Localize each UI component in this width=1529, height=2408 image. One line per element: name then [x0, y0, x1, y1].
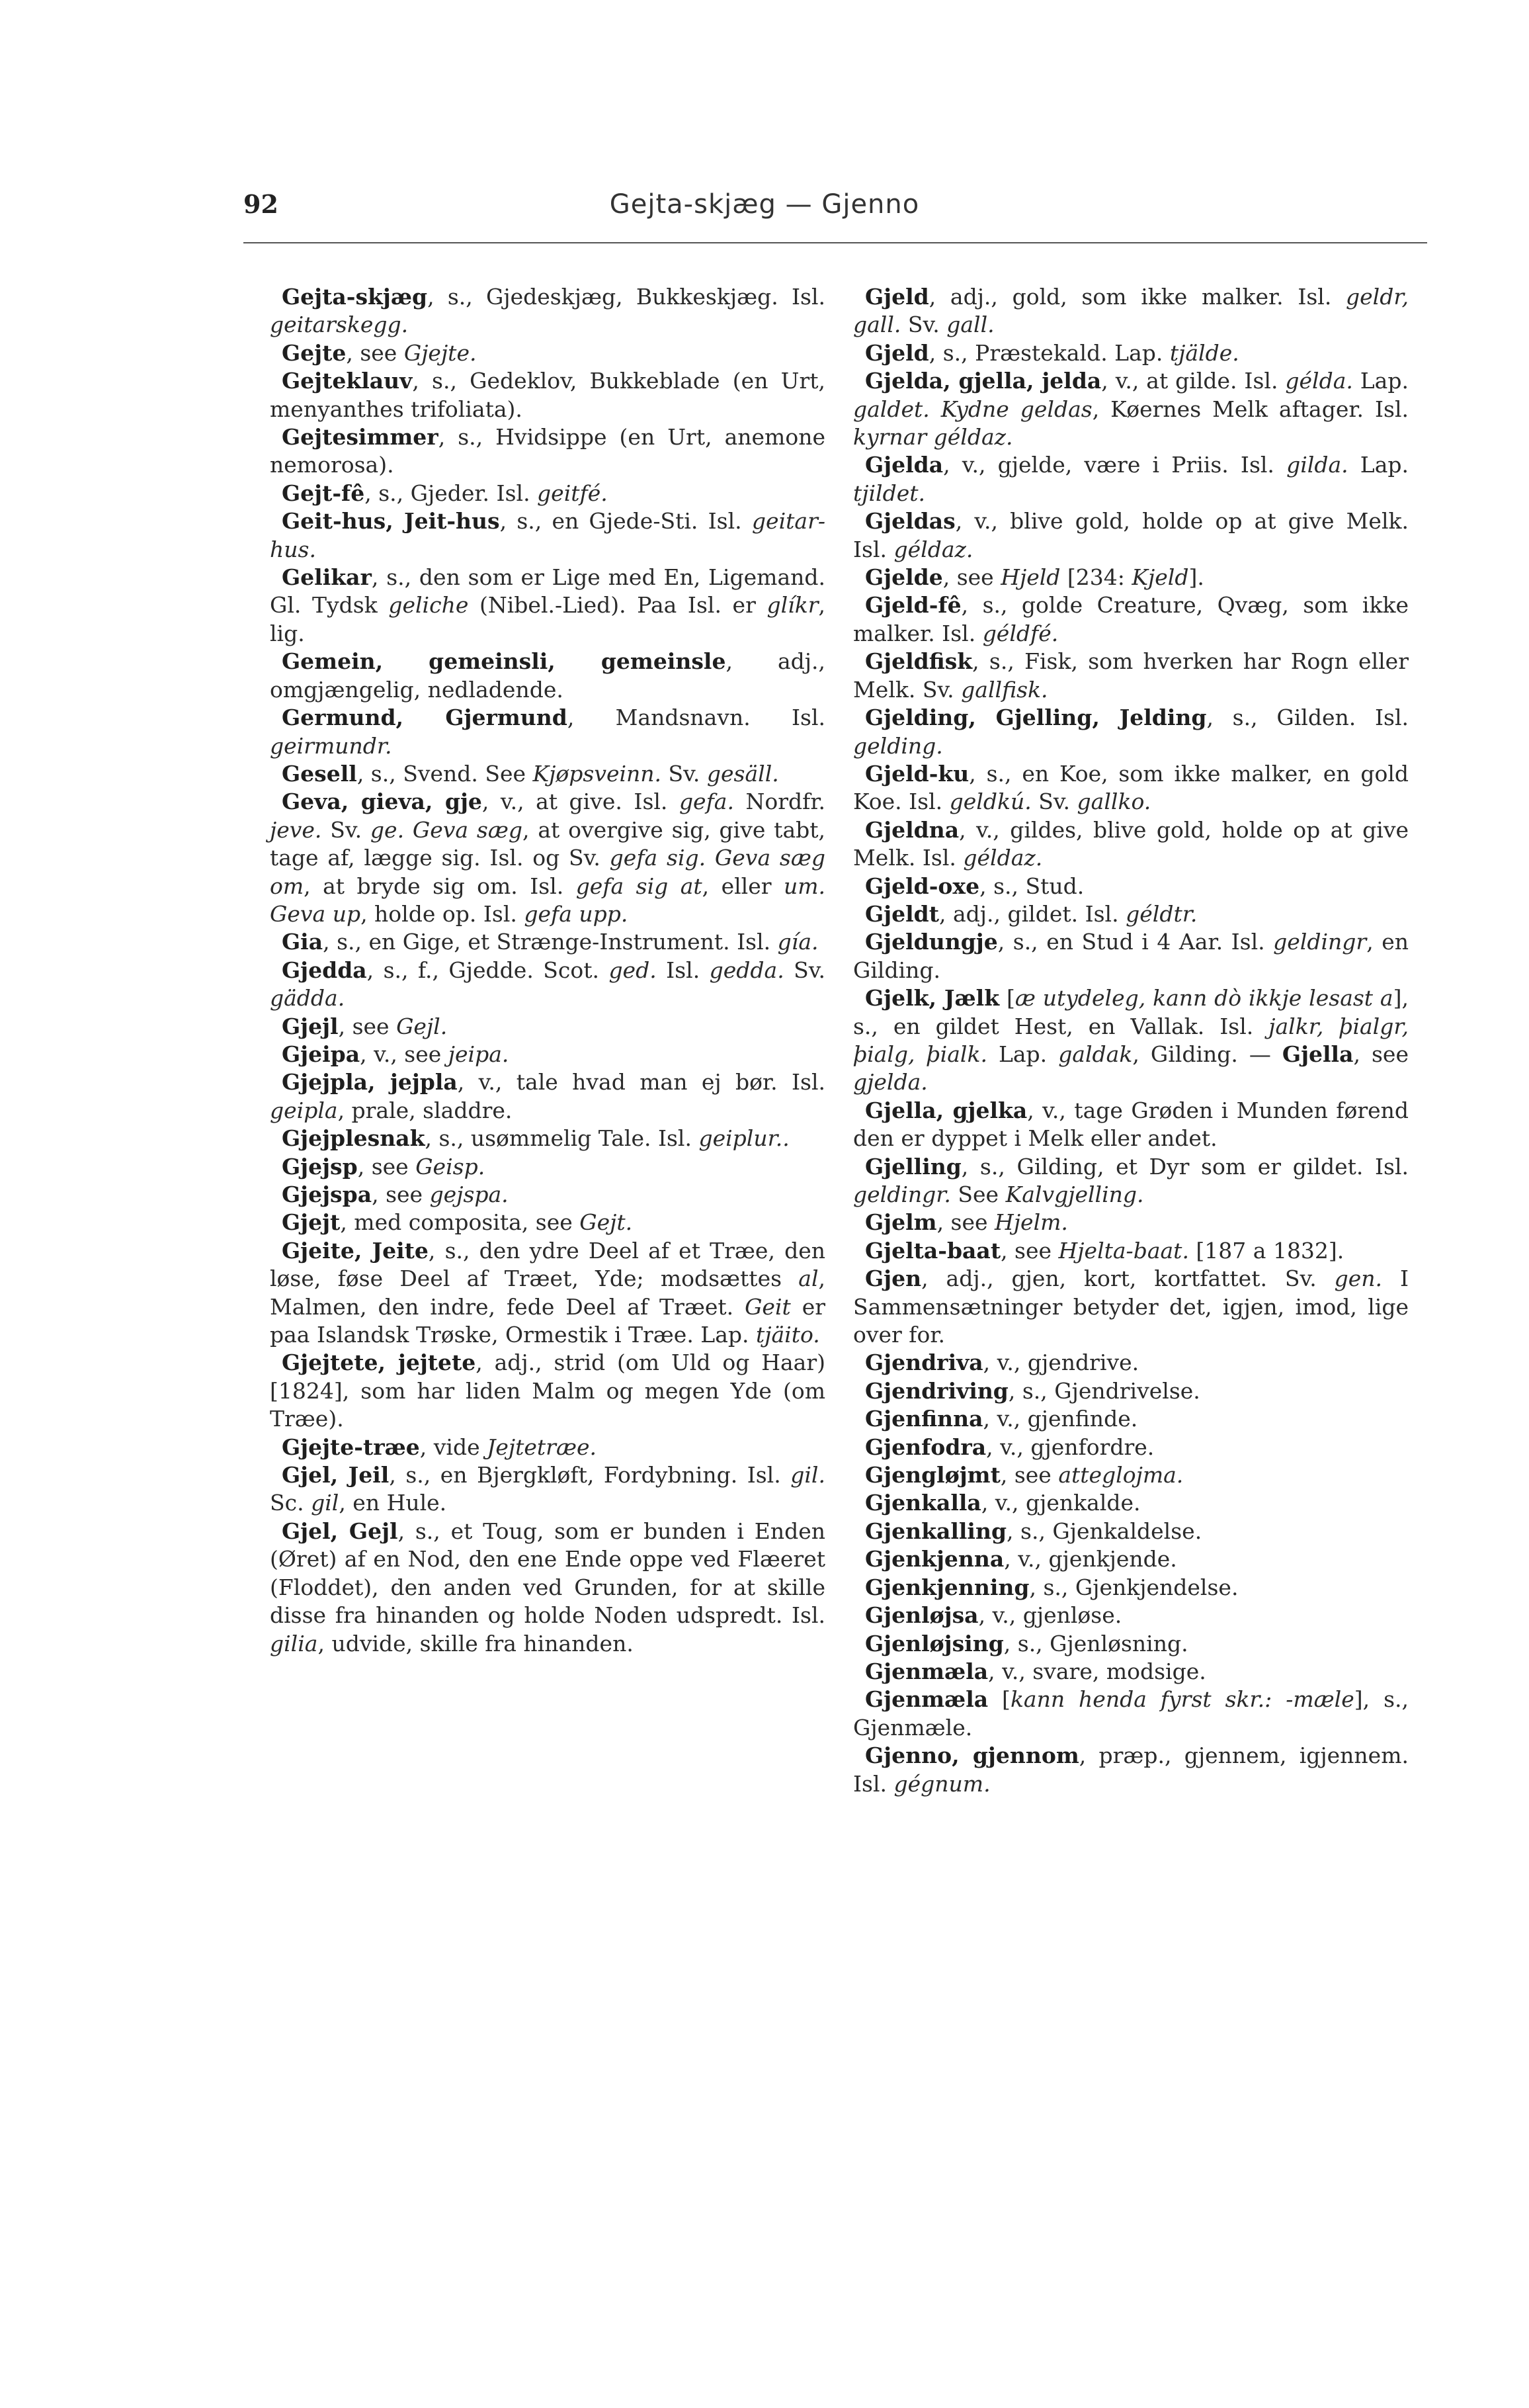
- definition-text: Sv.: [321, 816, 370, 843]
- definition-text: , lig.: [270, 592, 825, 646]
- italic-text: geldingr: [1273, 929, 1367, 955]
- italic-text: gesäll.: [706, 760, 779, 787]
- dictionary-entry: [853, 1630, 1409, 1658]
- dictionary-entry: [853, 1153, 1409, 1209]
- italic-text: Gejl.: [396, 1013, 448, 1039]
- definition-text: , s., Gjeder. Isl.: [364, 480, 538, 506]
- dictionary-entry: [270, 760, 825, 788]
- definition-text: , v., gjenløse.: [978, 1602, 1122, 1629]
- definition-text: , en Gilding.: [853, 929, 1409, 983]
- italic-text: geldingr.: [853, 1182, 951, 1207]
- headword: Gjella, gjelka: [865, 1097, 1028, 1123]
- definition-text: , holde op. Isl.: [360, 900, 524, 927]
- dictionary-entry: [853, 873, 1409, 900]
- dictionary-entry: [270, 1068, 825, 1125]
- headword: Gjel, Jeil: [282, 1462, 390, 1488]
- italic-text: gelding.: [853, 732, 943, 759]
- italic-text: galdak: [1058, 1041, 1133, 1067]
- definition-text: , s., Gjendrivelse.: [1008, 1377, 1200, 1404]
- definition-text: , s., Præstekald. Lap.: [929, 339, 1170, 366]
- dictionary-entry: [270, 564, 825, 648]
- definition-text: ], s., en gildet Hest, en Vallak. Isl.: [853, 985, 1409, 1039]
- italic-text: atteglojma.: [1058, 1462, 1184, 1488]
- definition-text: See: [950, 1182, 1006, 1207]
- headword: Gejteklauv: [282, 368, 413, 394]
- italic-text: geitarskegg.: [270, 312, 409, 338]
- dictionary-entry: [270, 480, 825, 507]
- headword: Gjenfodra: [865, 1434, 987, 1460]
- italic-text: kann henda fyrst skr.: -mæle: [1010, 1686, 1354, 1713]
- headword: Gjelda, gjella, jelda: [865, 368, 1102, 394]
- definition-text: , see: [1001, 1237, 1059, 1264]
- definition-text: , s., en Gige, et Strænge-Instrument. Isl.: [323, 929, 778, 955]
- left-column: [270, 283, 825, 1658]
- headword: Gjeldas: [865, 508, 956, 535]
- headword: Gjejplesnak: [282, 1125, 425, 1152]
- italic-text: glíkr: [766, 592, 819, 619]
- dictionary-entry: [853, 1602, 1409, 1629]
- dictionary-entry: [853, 283, 1409, 339]
- definition-text: , Malmen, den indre, fede Deel af Træet.: [270, 1266, 825, 1320]
- headword: Gjelding, Gjelling, Jelding: [865, 705, 1207, 731]
- italic-text: gilia: [270, 1630, 318, 1656]
- definition-text: , s., usømmelig Tale. Isl.: [425, 1125, 699, 1152]
- definition-text: Nordfr.: [733, 789, 825, 815]
- italic-text: geldr, gall.: [853, 284, 1409, 338]
- definition-text: Isl.: [656, 957, 710, 983]
- definition-text: , s., Gedeklov, Bukkeblade (en Urt, menyanthes trifoliata).: [270, 368, 825, 422]
- headword: Gjenfinna: [865, 1406, 983, 1432]
- definition-text: Lap.: [1348, 452, 1409, 478]
- headword: Gia: [282, 929, 323, 955]
- dictionary-entry: [853, 1265, 1409, 1349]
- definition-text: Sv.: [661, 760, 707, 787]
- headword: Gejte: [282, 339, 347, 366]
- headword: Gjenløjsing: [865, 1630, 1004, 1656]
- header-rule: [243, 242, 1427, 243]
- dictionary-entry: [270, 339, 825, 367]
- italic-text: Kjeld: [1132, 564, 1189, 591]
- headword: Gemein, gemeinsli, gemeinsle: [282, 648, 726, 675]
- dictionary-entry: [270, 648, 825, 704]
- italic-text: Hjeld: [1001, 564, 1061, 591]
- dictionary-entry: [853, 1658, 1409, 1686]
- dictionary-entry: [853, 648, 1409, 704]
- italic-text: tjälde.: [1169, 339, 1239, 366]
- headword: Gejtesimmer: [282, 424, 438, 451]
- dictionary-entry: [270, 704, 825, 760]
- definition-text: , s., en Koe, som ikke malker, en gold Koe. Isl.: [853, 760, 1409, 815]
- dictionary-entry: [853, 1742, 1409, 1798]
- dictionary-entry: [270, 1013, 825, 1041]
- dictionary-entry: [270, 423, 825, 480]
- headword: Gjelm: [865, 1209, 937, 1236]
- definition-text: , v., tage Grøden i Munden førend den er dyppet i Melk eller andet.: [853, 1097, 1409, 1152]
- dictionary-entry: [270, 1461, 825, 1518]
- dictionary-entry: [270, 1125, 825, 1152]
- headword: Gjelde: [865, 564, 943, 591]
- definition-text: , s., Gilding, et Dyr som er gildet. Isl.: [961, 1153, 1409, 1180]
- definition-text: , en Hule.: [339, 1490, 447, 1516]
- italic-text: gädda.: [270, 985, 345, 1011]
- italic-text: gefa upp.: [524, 900, 628, 927]
- dictionary-entry: [853, 1461, 1409, 1489]
- definition-text: , eller: [702, 873, 784, 899]
- italic-text: geiplur..: [698, 1125, 790, 1152]
- definition-text: Lap.: [987, 1041, 1059, 1067]
- italic-text: tjildet.: [853, 480, 926, 506]
- definition-text: , s., Svend. See: [356, 760, 533, 787]
- definition-text: , s., f., Gjedde. Scot.: [366, 957, 609, 983]
- definition-text: , see: [1000, 1462, 1059, 1488]
- dictionary-entry: [853, 704, 1409, 760]
- definition-text: , s., Gilden. Isl.: [1206, 705, 1409, 731]
- headword: Gjenkalling: [865, 1518, 1007, 1544]
- dictionary-entry: [270, 1153, 825, 1181]
- headword: Gjenkalla: [865, 1490, 981, 1516]
- headword: Gjeldna: [865, 816, 960, 843]
- definition-text: , s., Gjedeskjæg, Bukkeskjæg. Isl.: [427, 284, 825, 310]
- definition-text: , s., en Bjergkløft, Fordybning. Isl.: [389, 1462, 791, 1488]
- headword: Gjedda: [282, 957, 367, 983]
- running-title: Gejta-skjæg — Gjenno: [609, 189, 920, 220]
- definition-text: , s., Stud.: [979, 873, 1085, 899]
- italic-text: gefa sig. Geva sæg om: [270, 845, 825, 899]
- headword: Gjejsp: [282, 1153, 358, 1180]
- definition-text: , s., Fisk, som hverken har Rogn eller Melk. Sv.: [853, 648, 1409, 703]
- definition-text: , udvide, skille fra hinanden.: [317, 1630, 634, 1656]
- definition-text: er paa Islandsk Trøske, Ormestik i Træe. Lap.: [270, 1293, 825, 1348]
- definition-text: , v., gjenfinde.: [983, 1406, 1138, 1432]
- headword: Gjeldt: [865, 900, 939, 927]
- definition-text: [: [999, 985, 1015, 1011]
- italic-text: gedda.: [709, 957, 784, 983]
- headword: Gjenno, gjennom: [865, 1742, 1079, 1769]
- definition-text: , see: [357, 1153, 416, 1180]
- headword: Gjejpla, jejpla: [282, 1069, 458, 1096]
- definition-text: , v., gjenkalde.: [981, 1490, 1141, 1516]
- italic-text: gallfisk.: [961, 676, 1048, 703]
- definition-text: , vide: [419, 1434, 487, 1460]
- definition-text: , see: [372, 1182, 430, 1207]
- headword: Gejta-skjæg: [282, 284, 428, 310]
- definition-text: , præp., gjennem, igjennem. Isl.: [853, 1742, 1409, 1797]
- dictionary-entry: [853, 1405, 1409, 1433]
- italic-text: Gjejte.: [403, 339, 477, 366]
- definition-text: [187 a 1832].: [1188, 1237, 1344, 1264]
- definition-text: ], s., Gjenmæle.: [853, 1686, 1409, 1741]
- italic-text: gía.: [777, 929, 819, 955]
- headword: Gjenmæla: [865, 1686, 989, 1713]
- italic-text: ged.: [608, 957, 657, 983]
- dictionary-entry: [853, 1545, 1409, 1573]
- italic-text: Kalvgjelling.: [1005, 1182, 1144, 1207]
- definition-text: , adj., gjen, kort, kortfattet. Sv.: [921, 1266, 1335, 1292]
- dictionary-entry: [853, 1518, 1409, 1545]
- headword: Gjeipa: [282, 1041, 360, 1067]
- italic-text: gallko.: [1077, 789, 1151, 815]
- italic-text: Geit: [745, 1293, 791, 1320]
- italic-text: géldtr.: [1126, 900, 1198, 927]
- headword: Germund, Gjermund: [282, 705, 567, 731]
- definition-text: , s., en Gjede-Sti. Isl.: [499, 508, 752, 535]
- definition-text: , v., gjelde, være i Priis. Isl.: [943, 452, 1287, 478]
- definition-text: , v., gjenfordre.: [986, 1434, 1155, 1460]
- italic-text: geldkú.: [949, 789, 1032, 815]
- definition-text: , s., et Toug, som er bunden i Enden (Øret) af en Nod, den ene Ende oppe ved Flæeret (Floddet), den anden ved Grunden, for at skille disse fra hinanden og holde Noden udspredt. Isl.: [270, 1518, 825, 1629]
- italic-text: gejspa.: [429, 1182, 509, 1207]
- definition-text: , adj., strid (om Uld og Haar) [1824], som har liden Malm og megen Yde (om Træe).: [270, 1350, 825, 1432]
- definition-text: Sv.: [784, 957, 825, 983]
- dictionary-entry: [270, 788, 825, 928]
- headword: Gelikar: [282, 564, 372, 591]
- italic-text: geliche: [388, 592, 469, 619]
- definition-text: , adj., gold, som ikke malker. Isl.: [929, 284, 1346, 310]
- dictionary-entry: [853, 1434, 1409, 1461]
- definition-text: [234:: [1060, 564, 1132, 591]
- definition-text: , s., Gjenkaldelse.: [1007, 1518, 1202, 1544]
- headword: Gjejspa: [282, 1182, 372, 1207]
- italic-text: gjelda.: [853, 1069, 928, 1096]
- italic-text: geitar-hus.: [270, 508, 825, 562]
- headword: Gjejt: [282, 1209, 341, 1236]
- headword: Gjejl: [282, 1013, 339, 1039]
- dictionary-entry: [853, 984, 1409, 1097]
- italic-text: gil: [311, 1490, 339, 1516]
- definition-text: , s., den som er Lige med En, Ligemand. Gl. Tydsk: [270, 564, 825, 619]
- italic-text: geirmundr.: [270, 732, 392, 759]
- dictionary-entry: [853, 564, 1409, 591]
- definition-text: , s., Gjenkjendelse.: [1029, 1574, 1239, 1600]
- italic-text: jeve.: [270, 816, 322, 843]
- definition-text: [: [988, 1686, 1011, 1713]
- headword: Gjenkjenna: [865, 1546, 1005, 1572]
- definition-text: , s., den ydre Deel af et Træe, den løse, føse Deel af Træet, Yde; modsættes: [270, 1237, 825, 1292]
- right-column: [853, 283, 1409, 1798]
- headword: Gjeldungje: [865, 929, 998, 955]
- headword: Gjeite, Jeite: [282, 1237, 429, 1264]
- definition-text: , med composita, see: [340, 1209, 580, 1236]
- italic-text: jalkr, þialgr, þialg, þialk.: [853, 1013, 1409, 1067]
- headword: Geva, gieva, gje: [282, 789, 482, 815]
- definition-text: , Mandsnavn. Isl.: [567, 705, 826, 731]
- dictionary-entry: [853, 1489, 1409, 1517]
- dictionary-entry: [270, 928, 825, 956]
- dictionary-entry: [853, 367, 1409, 451]
- definition-text: , Gilding. —: [1132, 1041, 1282, 1067]
- definition-text: , s., Hvidsippe (en Urt, anemone nemorosa).: [270, 424, 825, 478]
- italic-text: kyrnar géldaz.: [853, 424, 1013, 451]
- definition-text: , see: [942, 564, 1001, 591]
- italic-text: ge. Geva sæg: [370, 816, 523, 843]
- dictionary-entry: [853, 1237, 1409, 1265]
- italic-text: Hjelm.: [995, 1209, 1068, 1236]
- headword: Gjelling: [865, 1153, 962, 1180]
- dictionary-entry: [853, 507, 1409, 564]
- headword: Gjeld: [865, 284, 929, 310]
- dictionary-entry: [270, 1237, 825, 1350]
- dictionary-entry: [270, 507, 825, 564]
- headword: Gjejte-træe: [282, 1434, 420, 1460]
- definition-text: I Sammensætninger betyder det, igjen, imod, lige over for.: [853, 1266, 1409, 1348]
- definition-text: , v., gildes, blive gold, holde op at give Melk. Isl.: [853, 816, 1409, 871]
- italic-text: gil.: [790, 1462, 825, 1488]
- dictionary-entry: [853, 1097, 1409, 1153]
- definition-text: , adj., omgjængelig, nedladende.: [270, 648, 825, 703]
- definition-text: Sc.: [270, 1490, 311, 1516]
- italic-text: um. Geva up: [270, 873, 826, 927]
- dictionary-entry: [853, 451, 1409, 507]
- italic-text: æ utydeleg, kann dò ikkje lesast a: [1014, 985, 1393, 1011]
- italic-text: Gejt.: [579, 1209, 633, 1236]
- definition-text: , s., Gjenløsning.: [1003, 1630, 1188, 1656]
- definition-text: ].: [1188, 564, 1204, 591]
- italic-text: geipla: [270, 1097, 338, 1123]
- italic-text: Hjelta-baat.: [1058, 1237, 1189, 1264]
- definition-text: , at overgive sig, give tabt, tage af, lægge sig. Isl. og Sv.: [270, 816, 825, 871]
- headword: Gjendriving: [865, 1377, 1009, 1404]
- definition-text: , at bryde sig om. Isl.: [304, 873, 576, 899]
- definition-text: , see: [1353, 1041, 1409, 1067]
- headword: Gjen: [865, 1266, 922, 1292]
- definition-text: Sv.: [901, 312, 947, 338]
- headword: Gjella: [1282, 1041, 1354, 1067]
- definition-text: , s., en Stud i 4 Aar. Isl.: [997, 929, 1274, 955]
- italic-text: gefa.: [679, 789, 734, 815]
- definition-text: , v., svare, modsige.: [988, 1658, 1206, 1684]
- italic-text: Kjøpsveinn.: [532, 760, 662, 787]
- dictionary-entry: [270, 283, 825, 339]
- dictionary-entry: [853, 928, 1409, 984]
- definition-text: , see: [346, 339, 404, 366]
- definition-text: , see: [936, 1209, 995, 1236]
- headword: Gjendriva: [865, 1350, 983, 1376]
- definition-text: (Nibel.-Lied). Paa Isl. er: [468, 592, 767, 619]
- dictionary-entry: [853, 1574, 1409, 1602]
- headword: Gjejtete, jejtete: [282, 1350, 476, 1376]
- dictionary-entry: [853, 1377, 1409, 1405]
- definition-text: , v., tale hvad man ej bør. Isl.: [457, 1069, 825, 1096]
- headword: Gjenkjenning: [865, 1574, 1030, 1600]
- italic-text: geitfé.: [537, 480, 608, 506]
- definition-text: , v., at gilde. Isl.: [1101, 368, 1286, 394]
- italic-text: gélda.: [1285, 368, 1353, 394]
- page-number: 92: [243, 189, 278, 219]
- dictionary-entry: [853, 591, 1409, 648]
- italic-text: galdet. Kydne geldas: [853, 396, 1093, 422]
- dictionary-entry: [853, 1209, 1409, 1236]
- dictionary-entry: [853, 816, 1409, 873]
- definition-text: , v., at give. Isl.: [481, 789, 679, 815]
- headword: Gjel, Gejl: [282, 1518, 398, 1544]
- headword: Gjenløjsa: [865, 1602, 979, 1629]
- dictionary-entry: [853, 1349, 1409, 1377]
- dictionary-entry: [270, 957, 825, 1013]
- definition-text: , v., see: [360, 1041, 448, 1067]
- italic-text: gen.: [1334, 1266, 1383, 1292]
- dictionary-entry: [853, 900, 1409, 928]
- dictionary-entry: [270, 1181, 825, 1209]
- headword: Gjelta-baat: [865, 1237, 1001, 1264]
- definition-text: , prale, sladdre.: [337, 1097, 513, 1123]
- definition-text: , Køernes Melk aftager. Isl.: [1092, 396, 1409, 422]
- headword: Gjeld-oxe: [865, 873, 980, 899]
- italic-text: gégnum.: [893, 1770, 991, 1797]
- italic-text: gilda.: [1286, 452, 1348, 478]
- dictionary-entry: [270, 1041, 825, 1068]
- dictionary-entry: [270, 1349, 825, 1433]
- dictionary-entry: [853, 760, 1409, 816]
- dictionary-entry: [270, 1434, 825, 1461]
- dictionary-entry: [270, 1518, 825, 1658]
- definition-text: Sv.: [1031, 789, 1077, 815]
- headword: Geit-hus, Jeit-hus: [282, 508, 500, 535]
- definition-text: , s., golde Creature, Qvæg, som ikke malker. Isl.: [853, 592, 1409, 646]
- definition-text: , v., blive gold, holde op at give Melk. Isl.: [853, 508, 1409, 562]
- headword: Gjeld-ku: [865, 760, 970, 787]
- headword: Gjenmæla: [865, 1658, 989, 1684]
- italic-text: géldaz.: [963, 845, 1043, 871]
- dictionary-entry: [853, 339, 1409, 367]
- headword: Gesell: [282, 760, 357, 787]
- headword: Gjengløjmt: [865, 1462, 1001, 1488]
- definition-text: , v., gjenkjende.: [1004, 1546, 1177, 1572]
- italic-text: jeipa.: [448, 1041, 509, 1067]
- headword: Gjelk, Jælk: [865, 985, 1000, 1011]
- dictionary-entry: [270, 367, 825, 423]
- headword: Gjeld: [865, 339, 929, 366]
- headword: Gjelda: [865, 452, 944, 478]
- dictionary-entry: [270, 1209, 825, 1236]
- definition-text: , adj., gildet. Isl.: [938, 900, 1126, 927]
- italic-text: tjäito.: [756, 1322, 820, 1348]
- italic-text: Geisp.: [415, 1153, 485, 1180]
- dictionary-entry: [853, 1686, 1409, 1742]
- headword: Gejt-fê: [282, 480, 365, 506]
- definition-text: , see: [338, 1013, 397, 1039]
- italic-text: al: [798, 1266, 819, 1292]
- italic-text: Jejtetræe.: [487, 1434, 597, 1460]
- italic-text: géldaz.: [893, 536, 973, 562]
- headword: Gjeld-fê: [865, 592, 962, 619]
- italic-text: gall.: [946, 312, 995, 338]
- definition-text: , v., gjendrive.: [983, 1350, 1139, 1376]
- headword: Gjeldfisk: [865, 648, 973, 675]
- definition-text: Lap.: [1352, 368, 1409, 394]
- italic-text: gefa sig at: [575, 873, 702, 899]
- italic-text: géldfé.: [982, 620, 1059, 646]
